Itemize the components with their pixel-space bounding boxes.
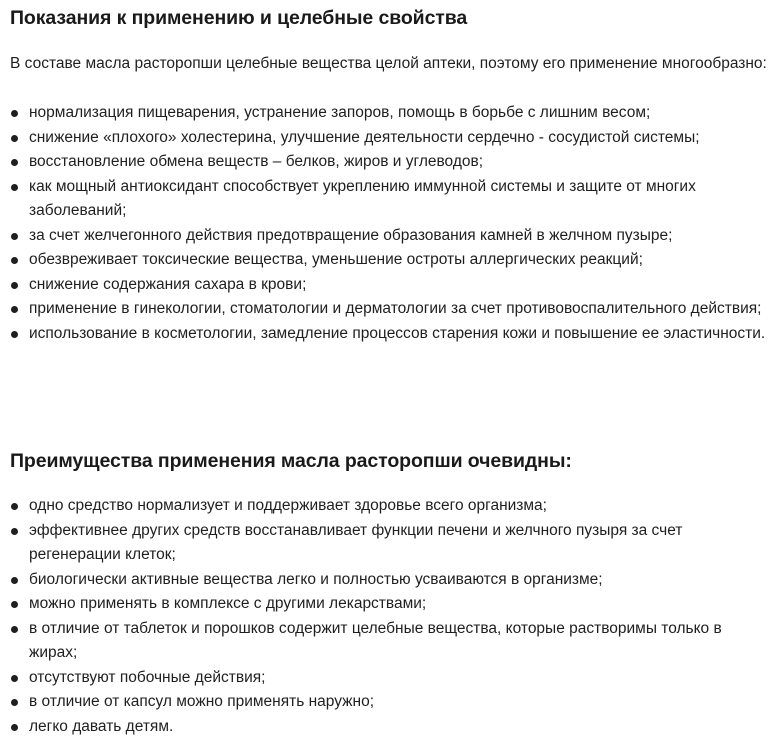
bullet-icon <box>11 110 18 117</box>
bullet-icon <box>11 724 18 731</box>
list-item <box>10 273 772 298</box>
list-item <box>10 248 772 273</box>
list-item <box>10 690 772 715</box>
list-item <box>10 715 772 740</box>
list-item-text: снижение «плохого» холестерина, улучшение деятельности сердечно - сосудистой системы; <box>29 128 700 146</box>
list-item <box>10 224 772 249</box>
list-item <box>10 101 772 126</box>
bullet-icon <box>11 282 18 289</box>
list-item <box>10 175 772 224</box>
list-item-text: можно применять в комплексе с другими лекарствами; <box>29 595 427 612</box>
list-item-text: биологически активные вещества легко и полностью усваиваются в организме; <box>29 570 603 588</box>
intro-paragraph: В составе масла расторопши целебные вещества целой аптеки, поэтому его применение многообразно: <box>10 55 767 72</box>
list-item <box>10 297 772 322</box>
list-item <box>10 322 772 347</box>
list-item-text: за счет желчегонного действия предотвращение образования камней в желчном пузыре; <box>29 226 673 244</box>
list-item <box>10 126 772 151</box>
list-item-text: отсутствуют побочные действия; <box>29 668 266 686</box>
bullet-icon <box>11 159 18 166</box>
bullet-icon <box>11 135 18 142</box>
list-item <box>10 592 772 617</box>
list-item <box>10 617 772 666</box>
list-item-text: эффективнее других средств восстанавливает функции печени и желчного пузыря за счет регенерации клеток; <box>29 521 683 563</box>
list-item <box>10 150 772 175</box>
list-item-text: использование в косметологии, замедление процессов старения кожи и повышение ее эластичности. <box>29 324 766 342</box>
list-item-text: применение в гинекологии, стоматологии и дерматологии за счет противовоспалительного действия; <box>29 300 762 317</box>
bullet-icon <box>11 503 18 510</box>
list-item <box>10 494 772 519</box>
list-item-text: нормализация пищеварения, устранение запоров, помощь в борьбе с лишним весом; <box>29 104 651 121</box>
list-item-text: в отличие от таблеток и порошков содержит целебные вещества, которые растворимы только в жирах; <box>29 619 722 661</box>
list-item <box>10 568 772 593</box>
section-heading-advantages: Преимущества применения масла расторопши очевидны: <box>10 450 572 472</box>
bullet-icon <box>11 626 18 633</box>
list-item-text: легко давать детям. <box>29 717 174 735</box>
advantages-list <box>10 494 772 739</box>
bullet-icon <box>11 675 18 682</box>
bullet-icon <box>11 528 18 535</box>
bullet-icon <box>11 257 18 264</box>
list-item-text: в отличие от капсул можно применять наружно; <box>29 693 375 710</box>
bullet-icon <box>11 699 18 706</box>
bullet-icon <box>11 233 18 240</box>
list-item-text: как мощный антиоксидант способствует укреплению иммунной системы и защите от многих заболеваний; <box>29 177 696 219</box>
list-item <box>10 519 772 568</box>
list-item-text: восстановление обмена веществ – белков, жиров и углеводов; <box>29 153 484 170</box>
list-item-text: обезвреживает токсические вещества, уменьшение остроты аллергических реакций; <box>29 251 643 268</box>
section-heading-indications: Показания к применению и целебные свойства <box>10 7 468 29</box>
list-item-text: снижение содержания сахара в крови; <box>29 275 307 293</box>
bullet-icon <box>11 184 18 191</box>
bullet-icon <box>11 601 18 608</box>
list-item <box>10 666 772 691</box>
list-item-text: одно средство нормализует и поддерживает здоровье всего организма; <box>29 497 547 514</box>
indications-list <box>10 101 772 346</box>
bullet-icon <box>11 331 18 338</box>
bullet-icon <box>11 577 18 584</box>
bullet-icon <box>11 306 18 313</box>
